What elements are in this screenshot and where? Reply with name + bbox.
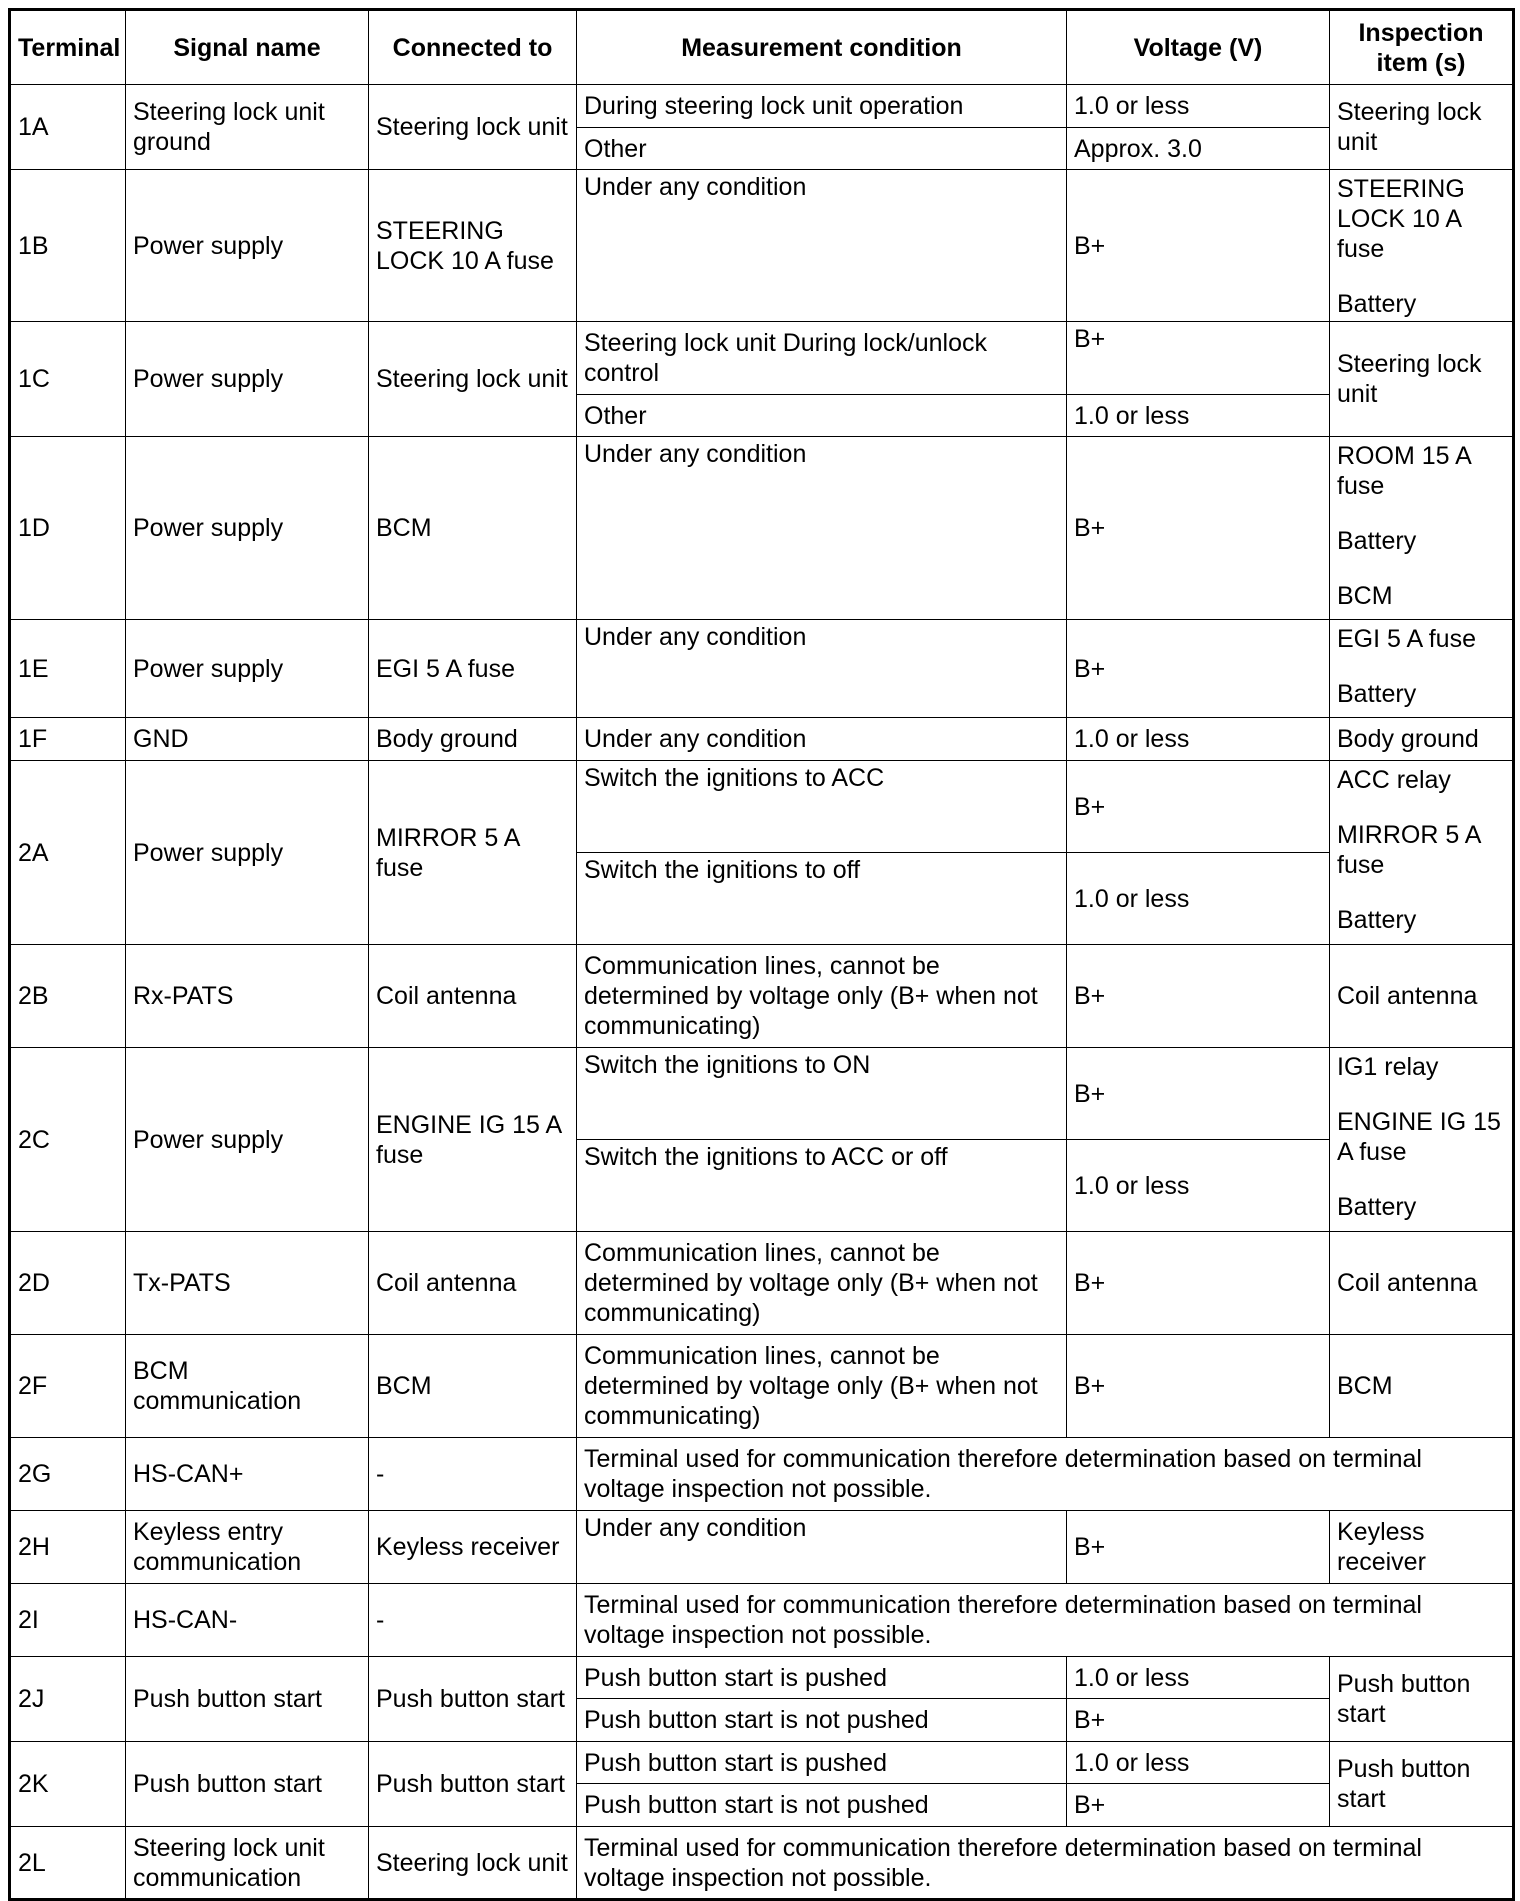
inspection-cell: Push button start bbox=[1330, 1657, 1514, 1742]
voltage-cell: 1.0 or less bbox=[1067, 853, 1330, 945]
connected-to-cell: Keyless receiver bbox=[369, 1511, 577, 1584]
header-signal-name: Signal name bbox=[126, 10, 369, 85]
inspection-item: Battery bbox=[1337, 906, 1417, 934]
inspection-item: BCM bbox=[1337, 582, 1393, 610]
signal-name-cell: Push button start bbox=[126, 1657, 369, 1742]
connected-to-cell: - bbox=[369, 1584, 577, 1657]
connected-to-cell: Steering lock unit bbox=[369, 322, 577, 437]
voltage-cell: 1.0 or less bbox=[1067, 395, 1330, 437]
table-row bbox=[10, 1742, 1514, 1784]
terminal-cell: 2J bbox=[10, 1657, 126, 1742]
header-row bbox=[10, 10, 1514, 85]
note-cell: Terminal used for communication therefore determination based on terminal voltage inspection not possible. bbox=[577, 1584, 1514, 1657]
condition-cell: Communication lines, cannot be determined by voltage only (B+ when not communicating) bbox=[577, 1335, 1067, 1438]
inspection-item: Battery bbox=[1337, 680, 1417, 708]
condition-cell: Other bbox=[577, 128, 1067, 170]
inspection-cell: Steering lock unit bbox=[1330, 322, 1514, 437]
voltage-cell: B+ bbox=[1067, 170, 1330, 322]
note-cell: Terminal used for communication therefore determination based on terminal voltage inspection not possible. bbox=[577, 1827, 1514, 1900]
connected-to-cell: Push button start bbox=[369, 1742, 577, 1827]
connected-to-cell: EGI 5 A fuse bbox=[369, 620, 577, 718]
voltage-cell: B+ bbox=[1067, 1048, 1330, 1140]
table-row bbox=[10, 945, 1514, 1048]
inspection-item: Battery bbox=[1337, 527, 1417, 555]
condition-cell: During steering lock unit operation bbox=[577, 85, 1067, 128]
signal-name-cell: HS-CAN+ bbox=[126, 1438, 369, 1511]
signal-name-cell: GND bbox=[126, 718, 369, 761]
connected-to-cell: MIRROR 5 A fuse bbox=[369, 761, 577, 945]
inspection-cell bbox=[1330, 437, 1514, 620]
signal-name-cell: HS-CAN- bbox=[126, 1584, 369, 1657]
terminal-cell: 2I bbox=[10, 1584, 126, 1657]
signal-name-cell: Steering lock unit ground bbox=[126, 85, 369, 170]
connected-to-cell: Coil antenna bbox=[369, 945, 577, 1048]
voltage-cell: Approx. 3.0 bbox=[1067, 128, 1330, 170]
condition-cell: Under any condition bbox=[577, 170, 1067, 322]
voltage-cell: B+ bbox=[1067, 437, 1330, 620]
voltage-cell: B+ bbox=[1067, 1511, 1330, 1584]
condition-cell: Other bbox=[577, 395, 1067, 437]
connected-to-cell: - bbox=[369, 1438, 577, 1511]
inspection-cell: Body ground bbox=[1330, 718, 1514, 761]
inspection-item: Battery bbox=[1337, 1193, 1417, 1221]
terminal-cell: 2H bbox=[10, 1511, 126, 1584]
connected-to-cell: Coil antenna bbox=[369, 1232, 577, 1335]
inspection-cell: Coil antenna bbox=[1330, 1232, 1514, 1335]
condition-cell: Under any condition bbox=[577, 620, 1067, 718]
signal-name-cell: Rx-PATS bbox=[126, 945, 369, 1048]
voltage-cell: B+ bbox=[1067, 945, 1330, 1048]
voltage-cell: 1.0 or less bbox=[1067, 1742, 1330, 1784]
table-row bbox=[10, 1232, 1514, 1335]
voltage-cell: 1.0 or less bbox=[1067, 718, 1330, 761]
voltage-cell: B+ bbox=[1067, 620, 1330, 718]
inspection-item: EGI 5 A fuse bbox=[1337, 625, 1476, 653]
table-row bbox=[10, 1048, 1514, 1140]
table-row bbox=[10, 1827, 1514, 1900]
terminal-cell: 1F bbox=[10, 718, 126, 761]
terminal-cell: 1D bbox=[10, 437, 126, 620]
table-row bbox=[10, 620, 1514, 718]
table-row bbox=[10, 1511, 1514, 1584]
condition-cell: Under any condition bbox=[577, 1511, 1067, 1584]
condition-cell: Push button start is pushed bbox=[577, 1657, 1067, 1699]
terminal-cell: 2K bbox=[10, 1742, 126, 1827]
table-row bbox=[10, 1657, 1514, 1699]
inspection-item: Battery bbox=[1337, 290, 1417, 318]
table-row bbox=[10, 1438, 1514, 1511]
terminal-cell: 2L bbox=[10, 1827, 126, 1900]
terminal-cell: 2F bbox=[10, 1335, 126, 1438]
connected-to-cell: BCM bbox=[369, 1335, 577, 1438]
signal-name-cell: Power supply bbox=[126, 1048, 369, 1232]
inspection-item: ROOM 15 A fuse bbox=[1337, 442, 1471, 500]
connected-to-cell: STEERING LOCK 10 A fuse bbox=[369, 170, 577, 322]
table-row bbox=[10, 761, 1514, 853]
connected-to-cell: Steering lock unit bbox=[369, 85, 577, 170]
inspection-cell bbox=[1330, 761, 1514, 945]
condition-cell: Switch the ignitions to ON bbox=[577, 1048, 1067, 1140]
table-row bbox=[10, 322, 1514, 395]
signal-name-cell: Power supply bbox=[126, 170, 369, 322]
voltage-cell: B+ bbox=[1067, 1335, 1330, 1438]
table-row bbox=[10, 170, 1514, 322]
inspection-cell: Keyless receiver bbox=[1330, 1511, 1514, 1584]
voltage-cell: 1.0 or less bbox=[1067, 1657, 1330, 1699]
condition-cell: Push button start is pushed bbox=[577, 1742, 1067, 1784]
condition-cell: Steering lock unit During lock/unlock control bbox=[577, 322, 1067, 395]
signal-name-cell: Power supply bbox=[126, 437, 369, 620]
terminal-cell: 1B bbox=[10, 170, 126, 322]
inspection-item: ENGINE IG 15 A fuse bbox=[1337, 1108, 1501, 1166]
terminal-cell: 2D bbox=[10, 1232, 126, 1335]
condition-cell: Communication lines, cannot be determined by voltage only (B+ when not communicating) bbox=[577, 1232, 1067, 1335]
signal-name-cell: Steering lock unit communication bbox=[126, 1827, 369, 1900]
terminal-cell: 2C bbox=[10, 1048, 126, 1232]
condition-cell: Switch the ignitions to ACC or off bbox=[577, 1140, 1067, 1232]
inspection-item: ACC relay bbox=[1337, 766, 1451, 794]
condition-cell: Push button start is not pushed bbox=[577, 1699, 1067, 1742]
voltage-cell: 1.0 or less bbox=[1067, 1140, 1330, 1232]
table-row bbox=[10, 718, 1514, 761]
voltage-cell: 1.0 or less bbox=[1067, 85, 1330, 128]
table-row bbox=[10, 437, 1514, 620]
inspection-item: MIRROR 5 A fuse bbox=[1337, 821, 1481, 879]
signal-name-cell: Push button start bbox=[126, 1742, 369, 1827]
table-row bbox=[10, 85, 1514, 128]
signal-name-cell: Power supply bbox=[126, 761, 369, 945]
condition-cell: Under any condition bbox=[577, 718, 1067, 761]
inspection-cell: Coil antenna bbox=[1330, 945, 1514, 1048]
terminal-cell: 2A bbox=[10, 761, 126, 945]
condition-cell: Communication lines, cannot be determined by voltage only (B+ when not communicating) bbox=[577, 945, 1067, 1048]
inspection-item: STEERING LOCK 10 A fuse bbox=[1337, 175, 1465, 263]
condition-cell: Under any condition bbox=[577, 437, 1067, 620]
header-inspection-items: Inspection item (s) bbox=[1330, 10, 1514, 85]
voltage-cell: B+ bbox=[1067, 761, 1330, 853]
terminal-cell: 1E bbox=[10, 620, 126, 718]
note-cell: Terminal used for communication therefore determination based on terminal voltage inspection not possible. bbox=[577, 1438, 1514, 1511]
condition-cell: Push button start is not pushed bbox=[577, 1784, 1067, 1827]
terminal-cell: 2B bbox=[10, 945, 126, 1048]
connected-to-cell: Steering lock unit bbox=[369, 1827, 577, 1900]
header-terminal: Terminal bbox=[10, 10, 126, 85]
terminal-voltage-table bbox=[8, 8, 1515, 1901]
connected-to-cell: ENGINE IG 15 A fuse bbox=[369, 1048, 577, 1232]
header-voltage: Voltage (V) bbox=[1067, 10, 1330, 85]
signal-name-cell: Power supply bbox=[126, 620, 369, 718]
header-connected-to: Connected to bbox=[369, 10, 577, 85]
condition-cell: Switch the ignitions to off bbox=[577, 853, 1067, 945]
terminal-cell: 1C bbox=[10, 322, 126, 437]
signal-name-cell: Keyless entry communication bbox=[126, 1511, 369, 1584]
table-row bbox=[10, 1584, 1514, 1657]
connected-to-cell: BCM bbox=[369, 437, 577, 620]
signal-name-cell: Tx-PATS bbox=[126, 1232, 369, 1335]
connected-to-cell: Push button start bbox=[369, 1657, 577, 1742]
terminal-cell: 1A bbox=[10, 85, 126, 170]
signal-name-cell: BCM communication bbox=[126, 1335, 369, 1438]
voltage-cell: B+ bbox=[1067, 1699, 1330, 1742]
inspection-cell bbox=[1330, 620, 1514, 718]
voltage-cell: B+ bbox=[1067, 1784, 1330, 1827]
inspection-cell: Steering lock unit bbox=[1330, 85, 1514, 170]
signal-name-cell: Power supply bbox=[126, 322, 369, 437]
condition-cell: Switch the ignitions to ACC bbox=[577, 761, 1067, 853]
inspection-cell: BCM bbox=[1330, 1335, 1514, 1438]
inspection-cell: Push button start bbox=[1330, 1742, 1514, 1827]
voltage-cell: B+ bbox=[1067, 322, 1330, 395]
voltage-cell: B+ bbox=[1067, 1232, 1330, 1335]
header-measurement-condition: Measurement condition bbox=[577, 10, 1067, 85]
inspection-item: IG1 relay bbox=[1337, 1053, 1439, 1081]
inspection-cell bbox=[1330, 170, 1514, 322]
inspection-cell bbox=[1330, 1048, 1514, 1232]
table-row bbox=[10, 1335, 1514, 1438]
terminal-cell: 2G bbox=[10, 1438, 126, 1511]
connected-to-cell: Body ground bbox=[369, 718, 577, 761]
